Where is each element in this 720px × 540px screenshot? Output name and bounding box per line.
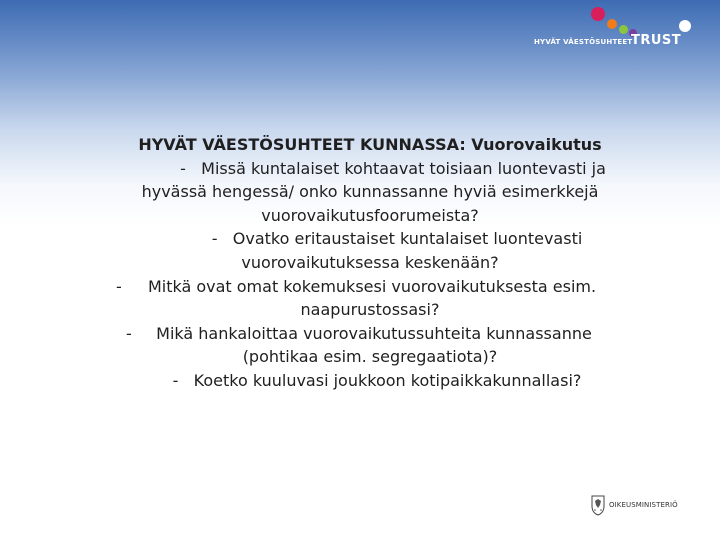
logo-small-text: HYVÄT VÄESTÖSUHTEET — [534, 38, 633, 46]
logo-dot-green — [619, 25, 628, 34]
list-item-line-2: vuorovaikutuksessa keskenään? — [241, 252, 499, 272]
list-item — [110, 322, 630, 369]
bullet-dash: - — [211, 229, 218, 249]
logo-dot-magenta — [591, 7, 605, 21]
list-item-line-2: naapurustossasi? — [300, 300, 440, 320]
trust-logo — [534, 5, 684, 53]
list-item-line-2: hyvässä hengessä/ onko kunnassanne hyviä esimerkkejä — [141, 182, 599, 202]
list-item — [110, 369, 630, 393]
bullet-dash: - — [116, 276, 122, 296]
list-item-line-1: - Ovatko eritaustaiset kuntalaiset luontevasti — [211, 229, 583, 249]
list-item-line-2: (pohtikaa esim. segregaatiota)? — [242, 347, 498, 367]
list-item-line-1: - Missä kuntalaiset kohtaavat toisiaan luontevasti ja — [180, 158, 606, 178]
list-item-line-3: vuorovaikutusfoorumeista? — [261, 205, 479, 225]
slide-title: HYVÄT VÄESTÖSUHTEET KUNNASSA: Vuorovaikutus — [138, 135, 602, 154]
logo-brand-text: TRUST — [631, 33, 682, 48]
list-item-line-1: Mikä hankaloittaa vuorovaikutussuhteita kunnassanne — [156, 323, 592, 343]
slide-content — [110, 133, 630, 393]
list-item-line-1: Mitkä ovat omat kokemuksesi vuorovaikutuksesta esim. — [147, 276, 597, 296]
list-item-line-1: - Koetko kuuluvasi joukkoon kotipaikkakunnallasi? — [172, 370, 582, 390]
list-item — [110, 227, 630, 274]
logo-dot-orange — [607, 19, 617, 29]
coat-of-arms-icon — [590, 494, 606, 516]
bullet-dash: - — [180, 158, 186, 178]
ministry-name: OIKEUSMINISTERIÖ — [609, 501, 678, 509]
bullet-dash: - — [172, 370, 179, 390]
list-item — [110, 157, 630, 228]
ministry-logo — [588, 494, 680, 518]
list-item — [110, 275, 630, 322]
logo-dot-white — [679, 20, 691, 32]
bullet-dash: - — [126, 323, 132, 343]
